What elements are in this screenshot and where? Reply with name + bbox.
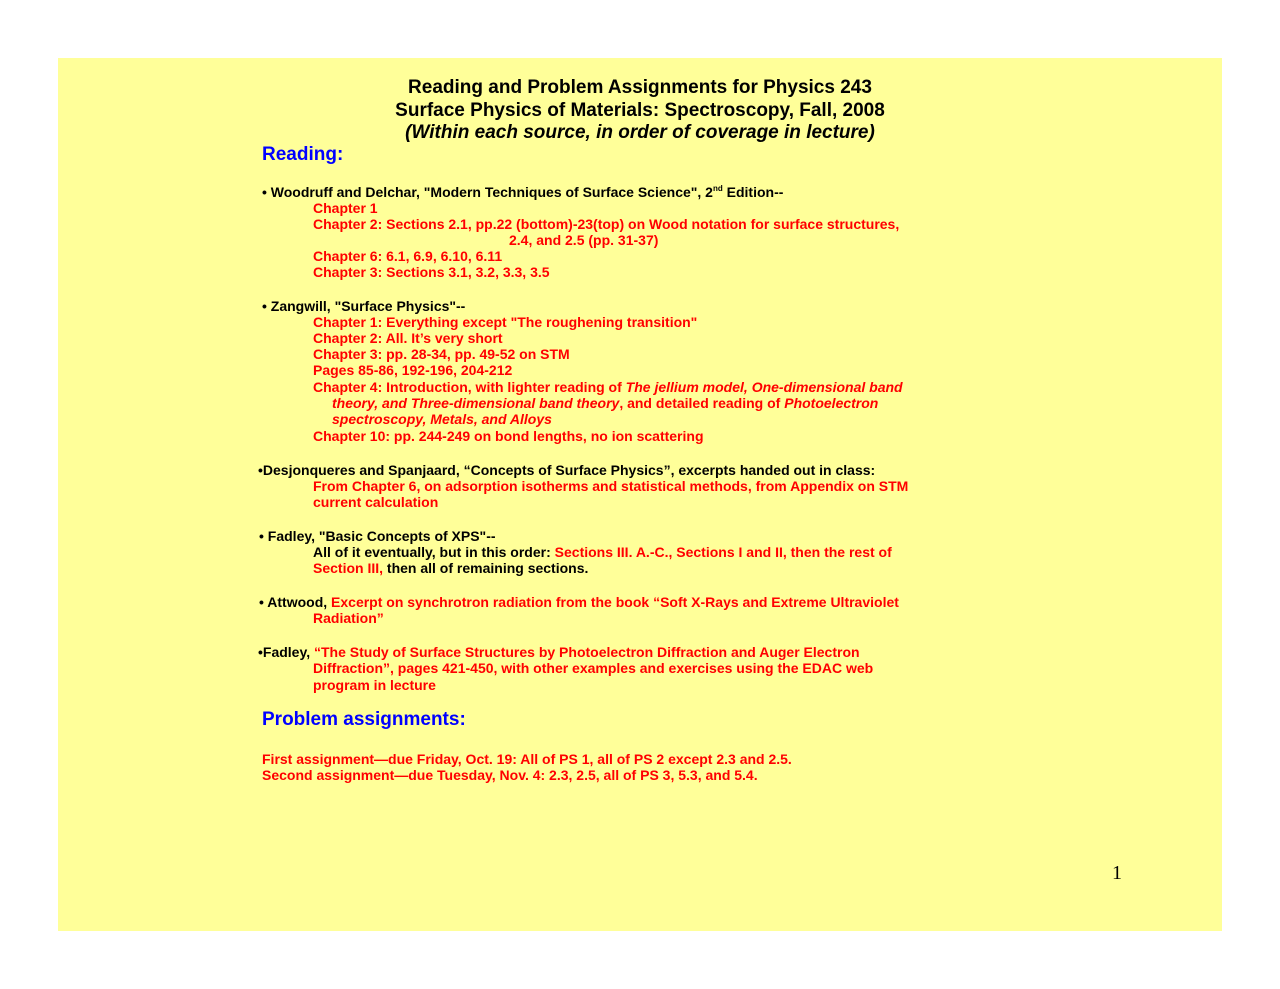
title-line-3: (Within each source, in order of coverage in lecture) — [405, 122, 875, 143]
zangwill-ch4-line-1 — [313, 379, 903, 395]
fadley-xps-l1-red: Sections III. A.-C., Sections I and II, then the rest of — [554, 544, 892, 560]
fadley-diffraction-header — [258, 644, 860, 660]
woodruff-header-end: Edition-- — [722, 184, 784, 200]
fadley-xps-line-1 — [313, 544, 892, 560]
fadley-xps-l2-red: Section III, — [313, 560, 384, 576]
attwood-line-2: Radiation” — [313, 610, 384, 626]
title-line-1: Reading and Problem Assignments for Physics 243 — [408, 77, 872, 98]
title-line-2: Surface Physics of Materials: Spectroscopy, Fall, 2008 — [395, 100, 885, 121]
zangwill-item-2: Chapter 2: All. It’s very short — [313, 330, 503, 346]
bullet-icon: • — [262, 184, 267, 200]
attwood-header-red: Excerpt on synchrotron radiation from the book “Soft X-Rays and Extreme Ultraviolet — [331, 594, 899, 610]
zangwill-ch4-line-2 — [332, 395, 878, 411]
woodruff-item-2: Chapter 2: Sections 2.1, pp.22 (bottom)-23(top) on Wood notation for surface structures, — [313, 216, 900, 232]
attwood-header — [259, 594, 899, 610]
woodruff-item-4: Chapter 3: Sections 3.1, 3.2, 3.3, 3.5 — [313, 264, 550, 280]
desjonqueres-header: •Desjonqueres and Spanjaard, “Concepts of Surface Physics”, excerpts handed out in class: — [258, 462, 876, 478]
zangwill-header-text: Zangwill, "Surface Physics"-- — [266, 298, 466, 314]
bullet-icon: • — [262, 298, 267, 314]
zangwill-item-1: Chapter 1: Everything except "The roughening transition" — [313, 314, 698, 330]
fadley-diffraction-black: •Fadley, — [258, 644, 314, 660]
zangwill-ch4-line-3: spectroscopy, Metals, and Alloys — [332, 411, 552, 427]
zangwill-ch4-a: Chapter 4: Introduction, with lighter reading of — [313, 379, 626, 395]
woodruff-header-text: Woodruff and Delchar, "Modern Techniques of Surface Science", 2 — [266, 184, 713, 200]
problem-item-1: First assignment—due Friday, Oct. 19: All of PS 1, all of PS 2 except 2.3 and 2.5. — [262, 751, 792, 767]
fadley-xps-l1-black: All of it eventually, but in this order: — [313, 544, 555, 560]
problem-item-2: Second assignment—due Tuesday, Nov. 4: 2.3, 2.5, all of PS 3, 5.3, and 5.4. — [262, 767, 758, 783]
zangwill-item-4: Pages 85-86, 192-196, 204-212 — [313, 362, 513, 378]
page-number: 1 — [1112, 862, 1122, 884]
reading-heading: Reading: — [262, 144, 344, 165]
woodruff-item-2-cont: 2.4, and 2.5 (pp. 31-37) — [509, 232, 659, 248]
slide — [58, 58, 1222, 931]
woodruff-header-sup: nd — [712, 184, 723, 193]
fadley-diffraction-red: “The Study of Surface Structures by Photoelectron Diffraction and Auger Electron — [314, 644, 860, 660]
zangwill-item-3: Chapter 3: pp. 28-34, pp. 49-52 on STM — [313, 346, 570, 362]
woodruff-header — [262, 184, 783, 200]
zangwill-ch4-b: The jellium model, One-dimensional band — [625, 379, 903, 395]
fadley-xps-line-2 — [313, 560, 588, 576]
problem-heading: Problem assignments: — [262, 709, 466, 730]
desjonqueres-line-1: From Chapter 6, on adsorption isotherms and statistical methods, from Appendix on STM — [313, 478, 909, 494]
fadley-diffraction-line-2: Diffraction”, pages 421-450, with other examples and exercises using the EDAC web — [313, 660, 874, 676]
fadley-xps-header: • Fadley, "Basic Concepts of XPS"-- — [259, 528, 496, 544]
zangwill-ch4-d: , and detailed reading of — [619, 395, 785, 411]
fadley-diffraction-line-3: program in lecture — [313, 677, 436, 693]
zangwill-ch4-e: Photoelectron — [784, 395, 879, 411]
zangwill-item-ch10: Chapter 10: pp. 244-249 on bond lengths, no ion scattering — [313, 428, 704, 444]
attwood-header-black: • Attwood, — [259, 594, 332, 610]
fadley-xps-l2-black: then all of remaining sections. — [383, 560, 589, 576]
woodruff-item-1: Chapter 1 — [313, 200, 378, 216]
woodruff-item-3: Chapter 6: 6.1, 6.9, 6.10, 6.11 — [313, 248, 503, 264]
zangwill-header — [262, 298, 465, 314]
zangwill-ch4-c: theory, and Three-dimensional band theory — [332, 395, 620, 411]
desjonqueres-line-2: current calculation — [313, 494, 439, 510]
